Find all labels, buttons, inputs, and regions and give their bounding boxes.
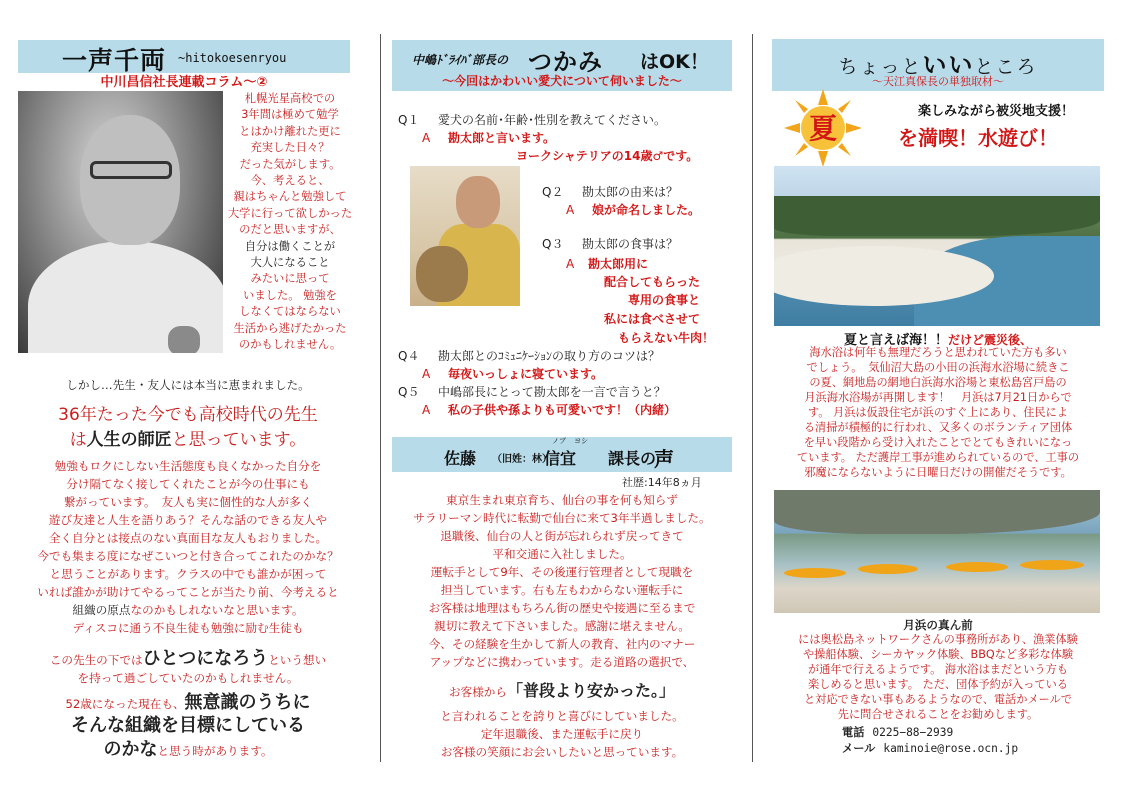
header-main: つかみ <box>528 48 603 76</box>
text-line: 大学に行って欲しかった <box>227 206 353 220</box>
text-line: 担当しています。右も左もわからない運転手に <box>440 583 684 597</box>
text-line: 親はちゃんと勉強して <box>233 190 347 204</box>
text-line: のかなと思う時があります。 <box>103 739 273 760</box>
text-line: のかもしれません。 <box>238 338 342 352</box>
answer-3-cont: 配合してもらった <box>604 275 701 289</box>
column-header <box>392 40 732 91</box>
text-line: 3年間は極めて勉学 <box>241 108 339 122</box>
text-line: そんな組織を目標にしている <box>71 715 305 736</box>
text-line: には奥松島ネットワークさんの事務所があり、漁業体験 <box>798 633 1078 646</box>
header-prefix: 中嶋ﾄﾞﾗｲﾊﾞ部長の <box>412 53 509 67</box>
answer-4: A 毎夜いっしょに寝ています。 <box>422 367 604 381</box>
answer-3-cont: もらえない牛肉！ <box>618 331 715 345</box>
question-4: Q４ 勘太郎とのｺﾐｭﾆｹｰｼｮﾝの取り方のコツは？ <box>398 349 661 363</box>
text-line: 繋がっています。 友人も実に個性的な人が多く <box>63 495 313 509</box>
intro-text <box>224 91 356 354</box>
text-line: 先に問合せされることをお勧めします。 <box>837 708 1039 721</box>
text-line: 分け隔てなく接してくれたことが今の仕事にも <box>66 477 310 491</box>
column-header <box>18 40 350 73</box>
question-5: Q５ 中嶋部長にとって勘太郎を一言で言うと？ <box>398 385 666 399</box>
column-subtitle: 中川昌信社長連載コラム～② <box>100 75 268 90</box>
text-line: の夏、網地島の網地白浜海水浴場と東松島宮戸島の <box>809 376 1067 389</box>
highlight-line: 36年たった今でも高校時代の先生 <box>58 405 318 425</box>
mail-line: メール kaminoie@rose.ocn.jp <box>842 742 1019 755</box>
column-subtitle: ～天江真保長の単独取材～ <box>872 75 1004 88</box>
sun-icon <box>784 89 862 167</box>
text-line: 運転手として9年、その後運行管理者として現職を <box>430 565 694 579</box>
answer-3-cont: 専用の食事と <box>628 293 701 307</box>
beach-photo <box>774 166 1100 326</box>
answer-3: A 勘太郎用に <box>566 257 649 271</box>
text-line: お客様は地理はもちろん街の歴史や接遇に至るまで <box>428 601 696 615</box>
text-line: 今でも集まる度になぜこいつと付き合ってこれたのかな？ <box>37 549 339 563</box>
text-line: 今、その経験を生かして新人の教育、社内のマナー <box>428 637 696 651</box>
answer-1: A 勘太郎と言います。 <box>422 131 556 145</box>
text-line: ディスコに通う不良生徒も勉強に励む生徒も <box>72 621 304 635</box>
text-line: る清掃が積極的に行われ、又多くのボランティア団体 <box>803 421 1073 434</box>
quote-line: お客様から「普段より安かった。」 <box>449 681 675 700</box>
header-suffix: はOK！ <box>640 51 709 73</box>
dog-owner-photo <box>410 166 520 306</box>
text-line: 全く自分とは接点のない真面目な友人もおりました。 <box>48 531 328 545</box>
text-line: この先生の下ではひとつになろうという想い <box>49 648 327 669</box>
president-photo <box>18 91 223 353</box>
text-line: 生活から逃げたかった <box>233 321 347 335</box>
feature-headline: を満喫！水遊び！ <box>898 126 1058 150</box>
text-line: お客様の笑顔にお会いしたいと思っています。 <box>440 745 684 759</box>
text-line: 月浜海水浴場が再開します！ 月浜は7月21日からで <box>804 391 1072 404</box>
text-line: や操船体験、シーカヤック体験、BBQなど多彩な体験 <box>802 648 1074 661</box>
text-line: でしょう。 気仙沼大島の小田の浜海水浴場に続きこ <box>806 361 1070 374</box>
answer-1-cont: ヨークシャテリアの14歳♂です。 <box>516 149 699 163</box>
text-line: 楽しめると思います。 ただ、団体予約が入っている <box>808 678 1068 691</box>
answer-2: A 娘が命名しました。 <box>566 203 701 217</box>
text-line: 大人になること <box>250 256 330 270</box>
text-line: とはかけ離れた更に <box>239 124 341 138</box>
text-line: しなくてはならない <box>239 305 341 319</box>
text-line: 52歳になった現在も、無意識のうちに <box>65 692 311 713</box>
text-line: だった気がします。 <box>239 157 341 171</box>
question-3: Q３ 勘太郎の食事は？ <box>542 237 679 251</box>
text-line: 自分は働くことが <box>244 239 336 253</box>
text-line: いました。 勉強を <box>243 288 337 302</box>
phone-line: 電話 0225−88−2939 <box>842 726 954 739</box>
text-line: 今、考えると、 <box>250 174 330 188</box>
text-line: 平和交通に入社しました。 <box>492 547 632 561</box>
text-line: を持って過ごしていたのかもしれません。 <box>77 671 299 685</box>
kayak-photo <box>774 490 1100 613</box>
photo-caption: 夏と言えば海！！だけど震災後、 <box>843 333 1033 348</box>
text-line: みたいに思って <box>250 272 330 286</box>
column-title-roman: ~hitokoesenryou <box>178 51 287 65</box>
text-line: と対応できない事もあるようなので、電話かメールで <box>803 693 1073 706</box>
text-line: 充実した日々？ <box>250 141 330 155</box>
text-line: 遊び友達と人生を語りあう？そんな話のできる友人や <box>48 513 328 527</box>
text-line: 組織の原点なのかもしれないなと思います。 <box>72 603 304 617</box>
header-subtitle: ～今回はかわいい愛犬について伺いました～ <box>442 74 682 88</box>
text-line: 海水浴は何年も無理だろうと思われていた方も多い <box>809 346 1067 359</box>
text-line: 札幌光星高校での <box>244 92 336 105</box>
text-line: を早い段階から受け入れたことでとてもきれいになっ <box>803 436 1073 449</box>
highlight-line: は人生の師匠と思っています。 <box>69 430 307 450</box>
text-line: す。 月浜は仮設住宅が浜のすぐ上にあり、住民によ <box>808 406 1068 419</box>
question-2: Q２ 勘太郎の由来は？ <box>542 185 679 199</box>
column-divider <box>380 34 381 762</box>
answer-5: A 私の子供や孫よりも可愛いです！（内緒） <box>422 403 677 417</box>
feature-tagline: 楽しみながら被災地支援！ <box>918 104 1075 119</box>
answer-3-cont: 私には食べさせて <box>604 312 701 326</box>
tenure-label: 社歴:14年8ヵ月 <box>622 476 702 489</box>
text-line: のだと思いますが、 <box>239 223 341 237</box>
text-line: と言われることを誇りと喜びにしていました。 <box>440 709 684 723</box>
text-line: サラリーマン時代に転勤で仙台に来て3年半過しました。 <box>413 511 711 525</box>
question-1: Q１ 愛犬の名前･年齢･性別を教えてください。 <box>398 113 667 127</box>
column-title: 一声千両 <box>62 46 167 75</box>
text-line: しかし…先生・友人には本当に恵まれました。 <box>66 378 310 392</box>
text-line: 退職後、仙台の人と街が忘れられず戻ってきて <box>440 529 684 543</box>
text-line: ています。 ただ護岸工事が進められているので、工事の <box>796 451 1080 464</box>
text-line: 邪魔にならないように日曜日だけの開催だそうです。 <box>804 466 1072 479</box>
column-header <box>772 39 1104 91</box>
sun-char: 夏 <box>808 112 838 145</box>
photo-caption: 月浜の真ん前 <box>903 618 973 632</box>
text-line: アップなどに携わっています。走る道路の選択で、 <box>429 655 695 669</box>
text-line: が通年で行えるようです。 海水浴はまだという方も <box>808 663 1068 676</box>
text-line: と思うことがあります。クラスの中でも誰かが困って <box>49 567 327 581</box>
text-line: いれば誰かが助けてやるってことが当たり前、今考えると <box>37 585 339 599</box>
column-title: ちょっといいところ <box>838 51 1038 79</box>
text-line: 定年退職後、また運転手に戻り <box>480 727 644 741</box>
section-header-sato: 佐藤 （旧姓：林） ノブ ヨシ 信宜 課長の 声 <box>392 437 732 472</box>
text-line: 東京生まれ東京育ち、仙台の事を何も知らず <box>446 493 678 507</box>
text-line: 親切に教えて下さいました。感謝に堪えません。 <box>434 619 690 633</box>
text-line: 勉強もロクにしない生活態度も良くなかった自分を <box>54 459 322 473</box>
column-divider <box>752 34 753 762</box>
